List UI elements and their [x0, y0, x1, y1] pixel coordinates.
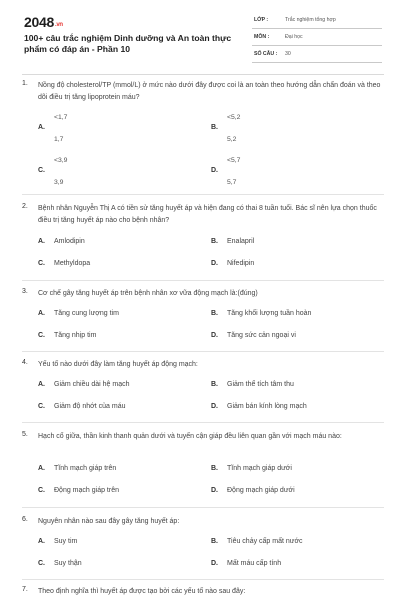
option-letter: D. — [211, 487, 218, 494]
question-text: Nguyên nhân nào sau đây gây tăng huyết áp: — [38, 518, 180, 525]
question-number: 3. — [22, 288, 28, 295]
meta-key: MÔN : — [254, 34, 270, 40]
question-divider — [22, 507, 384, 508]
question-divider — [22, 422, 384, 423]
option-text: Động mạch giáp trên — [54, 487, 119, 494]
option-letter: D. — [211, 403, 218, 410]
option-letter: C. — [38, 260, 45, 267]
option-text: Tĩnh mạch giáp trên — [54, 465, 117, 472]
question-divider — [22, 194, 384, 195]
meta-key: LỚP : — [254, 17, 269, 23]
document-meta — [252, 14, 382, 65]
option-text: Tăng nhịp tim — [54, 332, 97, 339]
option-line: 5,2 — [227, 136, 237, 143]
option-letter: C. — [38, 403, 45, 410]
meta-value: 30 — [285, 51, 291, 57]
meta-value: Trắc nghiệm tổng hợp — [285, 17, 336, 23]
option-text: Suy thận — [54, 560, 82, 567]
option-text: Amlodipin — [54, 238, 85, 245]
option-letter: A. — [38, 310, 45, 317]
question-number: 4. — [22, 359, 28, 366]
option-line: <5,7 — [227, 157, 241, 164]
question-divider — [22, 579, 384, 580]
option-letter: A. — [38, 538, 45, 545]
logo-suffix: .vn — [54, 22, 63, 28]
option-letter: A. — [38, 381, 45, 388]
option-text: Tăng sức cản ngoại vi — [227, 332, 296, 339]
meta-row-subject — [252, 31, 382, 46]
option-letter: B. — [211, 310, 218, 317]
option-line: <3,9 — [54, 157, 68, 164]
question-text: Cơ chế gây tăng huyết áp trên bệnh nhân xơ vữa động mạch là:(đúng) — [38, 290, 258, 297]
option-letter: A. — [38, 124, 45, 131]
option-letter: B. — [211, 238, 218, 245]
meta-row-count — [252, 48, 382, 63]
option-letter: C. — [38, 560, 45, 567]
meta-value: Đại học — [285, 34, 303, 40]
question-text: Theo định nghĩa thì huyết áp được tạo bởi các yếu tố nào sau đây: — [38, 588, 246, 595]
option-letter: B. — [211, 381, 218, 388]
site-logo[interactable] — [24, 14, 63, 30]
option-line: <5,2 — [227, 114, 241, 121]
option-text: Giảm chiều dài hệ mạch — [54, 381, 130, 388]
option-letter: B. — [211, 124, 218, 131]
meta-row-class — [252, 14, 382, 29]
option-letter: A. — [38, 238, 45, 245]
option-text: Động mạch giáp dưới — [227, 487, 295, 494]
document-title: 100+ câu trắc nghiệm Dinh dưỡng và An toàn thực phẩm có đáp án - Phần 10 — [24, 33, 232, 54]
option-line: 3,9 — [54, 179, 64, 186]
question-text: Bệnh nhân Nguyễn Thị A có tiền sử tăng huyết áp và hiện đang có thai 8 tuần tuổi. Bác sĩ nên lựa chọn thuốc điều trị tăng huyết áp nào cho bệnh nhân? — [38, 205, 377, 224]
option-text: Methyldopa — [54, 260, 91, 267]
option-text: Suy tim — [54, 538, 78, 545]
question-divider — [22, 351, 384, 352]
option-line: 1,7 — [54, 136, 64, 143]
option-letter: D. — [211, 560, 218, 567]
option-text: Enalapril — [227, 238, 255, 245]
question-number: 6. — [22, 516, 28, 523]
option-letter: C. — [38, 167, 45, 174]
question-number: 5. — [22, 431, 28, 438]
question-text: Nồng độ cholesterol/TP (mmol/L) ở mức nào dưới đây được coi là an toàn theo hướng dẫn chẩn đoán và theo dõi điều trị tăng lipoprotein máu? — [38, 82, 381, 101]
question-number: 2. — [22, 203, 28, 210]
option-letter: B. — [211, 465, 218, 472]
question-number: 1. — [22, 80, 28, 87]
option-text: Tĩnh mạch giáp dưới — [227, 465, 292, 472]
option-text: Giảm bán kính lòng mạch — [227, 403, 307, 410]
option-line: <1,7 — [54, 114, 68, 121]
document-header — [0, 0, 400, 72]
option-letter: B. — [211, 538, 218, 545]
question-text: Hạch cổ giữa, thần kinh thanh quản dưới và tuyến cận giáp đều liên quan gần với mạch máu nào: — [38, 433, 342, 440]
question-number: 7. — [22, 586, 28, 593]
header-divider — [22, 74, 384, 75]
meta-key: SỐ CÂU : — [254, 51, 278, 57]
option-letter: C. — [38, 332, 45, 339]
option-text: Mất máu cấp tính — [227, 560, 282, 567]
option-letter: D. — [211, 260, 218, 267]
option-letter: D. — [211, 167, 218, 174]
question-divider — [22, 280, 384, 281]
option-letter: C. — [38, 487, 45, 494]
option-text: Tiêu chảy cấp mất nước — [227, 538, 303, 545]
option-letter: D. — [211, 332, 218, 339]
logo-text: 2048 — [24, 14, 54, 30]
option-text: Tăng khối lượng tuần hoàn — [227, 310, 312, 317]
option-text: Tăng cung lượng tim — [54, 310, 119, 317]
option-letter: A. — [38, 465, 45, 472]
option-line: 5,7 — [227, 179, 237, 186]
option-text: Nifedipin — [227, 260, 255, 267]
option-text: Giảm thể tích tâm thu — [227, 381, 294, 388]
question-text: Yếu tố nào dưới đây làm tăng huyết áp động mạch: — [38, 361, 198, 368]
option-text: Giảm độ nhớt của máu — [54, 403, 126, 410]
